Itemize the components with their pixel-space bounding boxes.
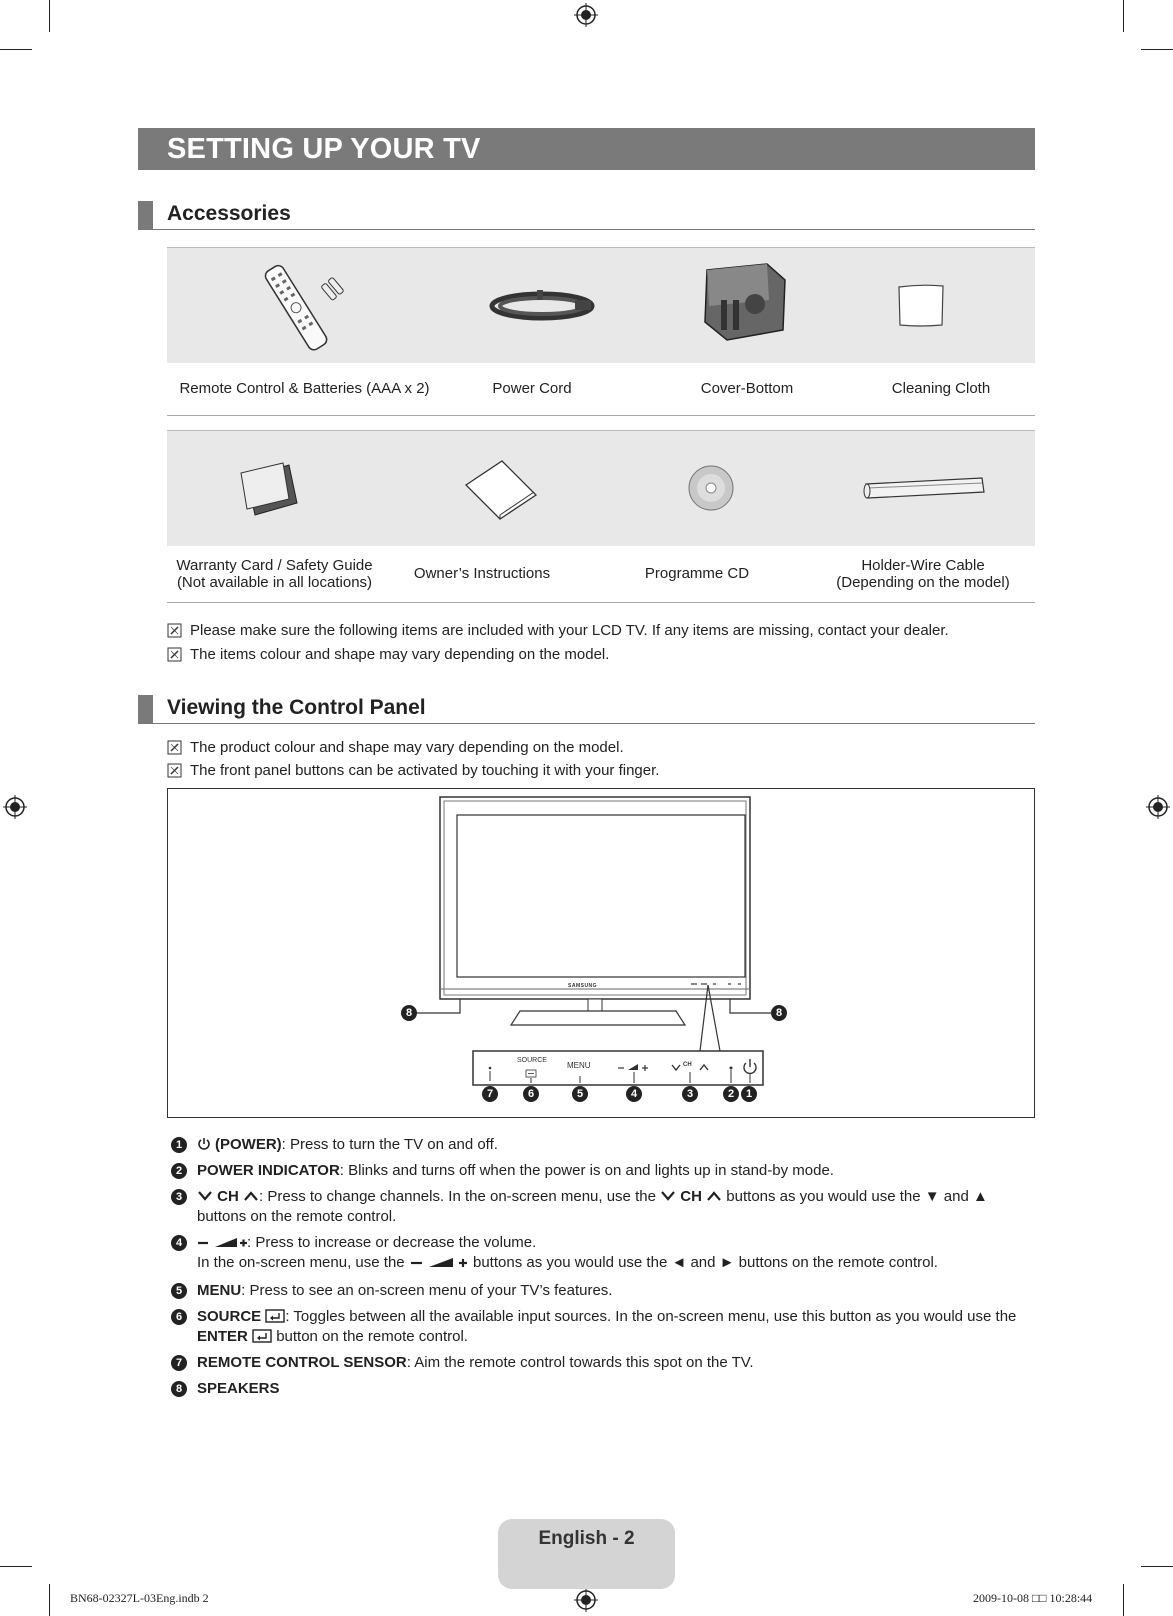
volume-icon: [409, 1255, 469, 1269]
callout-speaker-left: 8: [401, 1005, 417, 1021]
section-marker: [138, 201, 153, 229]
cleaning-cloth-icon: [896, 283, 946, 329]
item-description: : Toggles between all the available input sources. In the on-screen menu, use this button as you would use the: [285, 1308, 1017, 1325]
item-label: CH: [217, 1188, 239, 1205]
holder-wire-icon: [862, 474, 987, 502]
callout-speaker-right: 8: [771, 1005, 787, 1021]
item-label: MENU: [197, 1282, 242, 1299]
chevron-up-icon: [706, 1190, 722, 1202]
item-label: CH: [680, 1188, 702, 1205]
item-description: buttons as you would use the ◄ and ► buttons on the remote control.: [472, 1254, 938, 1271]
volume-icon: [197, 1235, 247, 1249]
item-label: POWER INDICATOR: [197, 1162, 340, 1179]
accessories-caption-row-2: [167, 546, 1035, 603]
accessory-label-line: Holder-Wire Cable: [861, 557, 985, 574]
power-cord-icon: [487, 278, 597, 333]
item-number: 6: [171, 1309, 187, 1325]
item-label: SOURCE: [197, 1308, 262, 1325]
registration-mark-icon: [1146, 795, 1170, 819]
accessories-image-row-1: [167, 247, 1035, 363]
accessories-image-row-2: [167, 430, 1035, 546]
item-label: SPEAKERS: [197, 1380, 280, 1397]
item-label: ENTER: [197, 1328, 248, 1345]
callout-5: 5: [572, 1086, 588, 1102]
registration-mark-icon: [574, 1588, 598, 1612]
control-panel-diagram: [167, 788, 1035, 1118]
file-slug: BN68-02327L-03Eng.indb 2: [70, 1591, 209, 1605]
crop-mark: [1123, 1584, 1124, 1616]
note-text: The product colour and shape may vary depending on the model.: [190, 739, 624, 756]
accessory-label: Cleaning Cloth: [891, 380, 991, 397]
note-text: Please make sure the following items are included with your LCD TV. If any items are missing, contact your dealer.: [190, 622, 949, 639]
cover-bottom-icon: [697, 260, 787, 345]
accessories-caption-row-1: [167, 363, 1035, 416]
crop-mark: [1141, 49, 1173, 50]
registration-mark-icon: [3, 795, 27, 819]
item-description: buttons as you would use the ▼ and ▲: [726, 1188, 988, 1205]
warranty-card-icon: [237, 461, 302, 516]
accessory-label: Cover-Bottom: [700, 380, 794, 397]
menu-button-label: MENU: [567, 1061, 591, 1070]
item-number: 4: [171, 1235, 187, 1251]
page-title: SETTING UP YOUR TV: [167, 133, 481, 165]
item-number: 8: [171, 1381, 187, 1397]
note: [167, 622, 949, 639]
accessories-heading: [138, 201, 1035, 230]
callout-2: 2: [723, 1086, 739, 1102]
item-description: : Aim the remote control towards this spot on the TV.: [406, 1354, 754, 1371]
item-number: 1: [171, 1137, 187, 1153]
item-description: : Press to turn the TV on and off.: [281, 1136, 498, 1153]
crop-mark: [1141, 1566, 1173, 1567]
note-icon: [167, 740, 182, 755]
item-description: : Blinks and turns off when the power is on and lights up in stand-by mode.: [339, 1162, 834, 1179]
item-description: : Press to change channels. In the on-screen menu, use the: [259, 1188, 656, 1205]
accessory-label: Programme CD: [644, 565, 750, 582]
page-number-tab: [498, 1519, 675, 1589]
callout-6: 6: [523, 1086, 539, 1102]
tv-front-diagram: [168, 789, 1034, 1117]
accessories-title: Accessories: [167, 202, 291, 225]
crop-mark: [49, 1584, 50, 1616]
print-timestamp: 2009-10-08 □□ 10:28:44: [973, 1591, 1093, 1605]
item-description: : Press to increase or decrease the volume.: [247, 1234, 537, 1251]
item-number: 2: [171, 1163, 187, 1179]
control-panel-heading: [138, 695, 1035, 724]
note-text: The items colour and shape may vary depending on the model.: [190, 646, 610, 663]
page-title-bar: [138, 128, 1035, 170]
power-icon: [197, 1137, 211, 1151]
enter-icon: [252, 1329, 272, 1343]
accessory-label: [167, 557, 382, 591]
control-panel-title: Viewing the Control Panel: [167, 696, 426, 719]
item-number: 5: [171, 1283, 187, 1299]
chevron-down-icon: [197, 1190, 213, 1202]
source-button-label: SOURCE: [517, 1057, 547, 1064]
registration-mark-icon: [574, 3, 598, 27]
note: [167, 739, 624, 756]
chevron-down-icon: [660, 1190, 676, 1202]
remote-control-icon: [255, 258, 355, 354]
section-marker: [138, 695, 153, 723]
accessory-label: Remote Control & Batteries (AAA x 2): [179, 380, 430, 397]
accessory-label-note: (Depending on the model): [836, 574, 1010, 591]
item-description: : Press to see an on-screen menu of your TV’s features.: [241, 1282, 613, 1299]
accessory-label-note: (Not available in all locations): [176, 574, 373, 591]
accessory-label: Power Cord: [492, 380, 572, 397]
crop-mark: [1123, 0, 1124, 32]
accessory-label: Owner’s Instructions: [413, 565, 551, 582]
note-icon: [167, 763, 182, 778]
accessory-label-line: Warranty Card / Safety Guide: [176, 557, 373, 574]
page-number: English - 2: [538, 1528, 635, 1549]
brand-logo: SAMSUNG: [568, 983, 598, 989]
crop-mark: [0, 1566, 32, 1567]
callout-4: 4: [626, 1086, 642, 1102]
note-icon: [167, 647, 182, 662]
item-description: button on the remote control.: [276, 1328, 468, 1345]
manual-icon: [462, 459, 540, 521]
callout-3: 3: [682, 1086, 698, 1102]
item-label: REMOTE CONTROL SENSOR: [197, 1354, 407, 1371]
item-number: 7: [171, 1355, 187, 1371]
enter-icon: [265, 1309, 285, 1323]
cd-icon: [687, 464, 735, 512]
chevron-up-icon: [243, 1190, 259, 1202]
note-text: The front panel buttons can be activated by touching it with your finger.: [190, 762, 660, 779]
item-description: buttons on the remote control.: [197, 1208, 397, 1225]
callout-7: 7: [482, 1086, 498, 1102]
crop-mark: [49, 0, 50, 32]
item-number: 3: [171, 1189, 187, 1205]
ch-button-label: CH: [683, 1062, 692, 1068]
item-description: In the on-screen menu, use the: [197, 1254, 405, 1271]
note-icon: [167, 623, 182, 638]
item-label: (POWER): [215, 1136, 282, 1153]
callout-1: 1: [741, 1086, 757, 1102]
accessory-label: [817, 557, 1029, 591]
crop-mark: [0, 49, 32, 50]
note: [167, 762, 659, 779]
note: [167, 646, 609, 663]
